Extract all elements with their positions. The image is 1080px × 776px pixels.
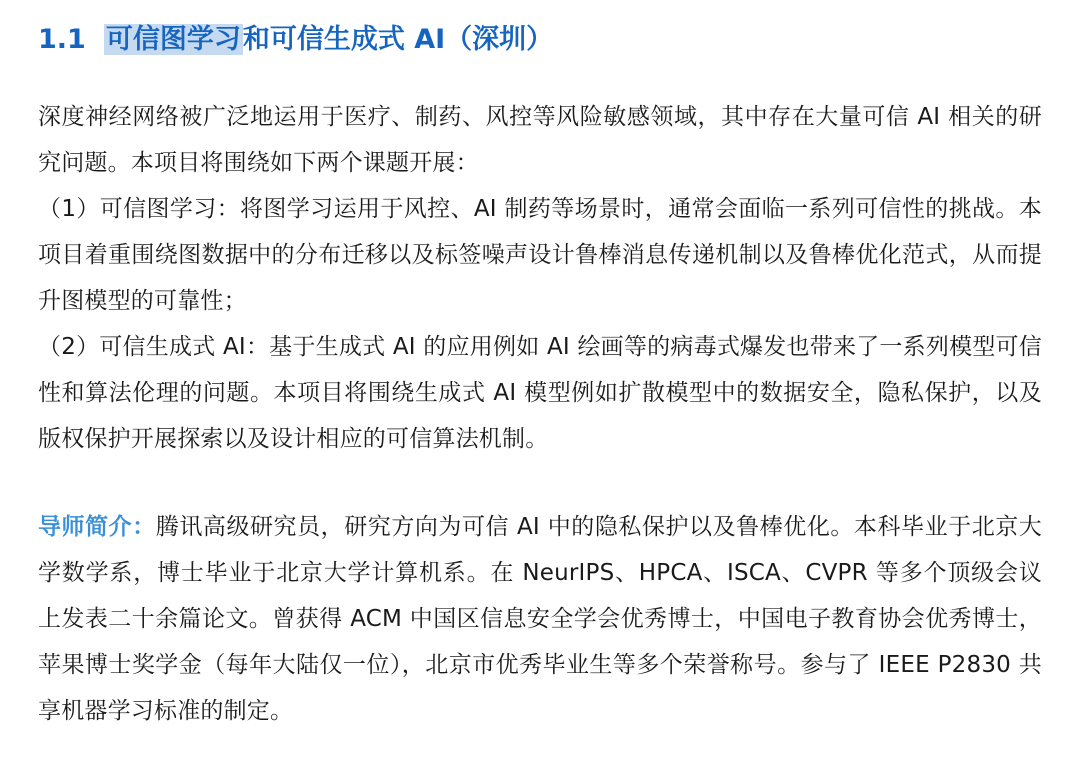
- heading-title-rest: 和可信生成式 AI（深圳）: [242, 24, 554, 55]
- intro-paragraph: 深度神经网络被广泛地运用于医疗、制药、风控等风险敏感领域，其中存在大量可信 AI 相关的研究问题。本项目将围绕如下两个课题开展：: [38, 104, 1042, 176]
- heading-highlighted-text[interactable]: 可信图学习: [105, 24, 241, 55]
- advisor-bio-paragraph: [38, 504, 1042, 734]
- topic-2-paragraph: （2）可信生成式 AI：基于生成式 AI 的应用例如 AI 绘画等的病毒式爆发也带来了一系列模型可信性和算法伦理的问题。本项目将围绕生成式 AI 模型例如扩散模型中的数据安全，隐私保护，以及版权保护开展探索以及设计相应的可信算法机制。: [38, 334, 1042, 452]
- section-number: 1.1: [38, 24, 86, 55]
- advisor-text: 腾讯高级研究员，研究方向为可信 AI 中的隐私保护以及鲁棒优化。本科毕业于北京大学数学系，博士毕业于北京大学计算机系。在 NeurIPS、HPCA、ISCA、CVPR 等多个顶级会议上发表二十余篇论文。曾获得 ACM 中国区信息安全学会优秀博士，中国电子教育协会优秀博士，苹果博士奖学金（每年大陆仅一位），北京市优秀毕业生等多个荣誉称号。参与了 IEEE P2830 共享机器学习标准的制定。: [38, 514, 1043, 724]
- document-page: [38, 14, 1042, 734]
- advisor-label: 导师简介：: [38, 514, 156, 540]
- topic-1-paragraph: （1）可信图学习：将图学习运用于风控、AI 制药等场景时，通常会面临一系列可信性的挑战。本项目着重围绕图数据中的分布迁移以及标签噪声设计鲁棒消息传递机制以及鲁棒优化范式，从而提升图模型的可靠性；: [38, 196, 1042, 314]
- section-heading: [38, 14, 1042, 66]
